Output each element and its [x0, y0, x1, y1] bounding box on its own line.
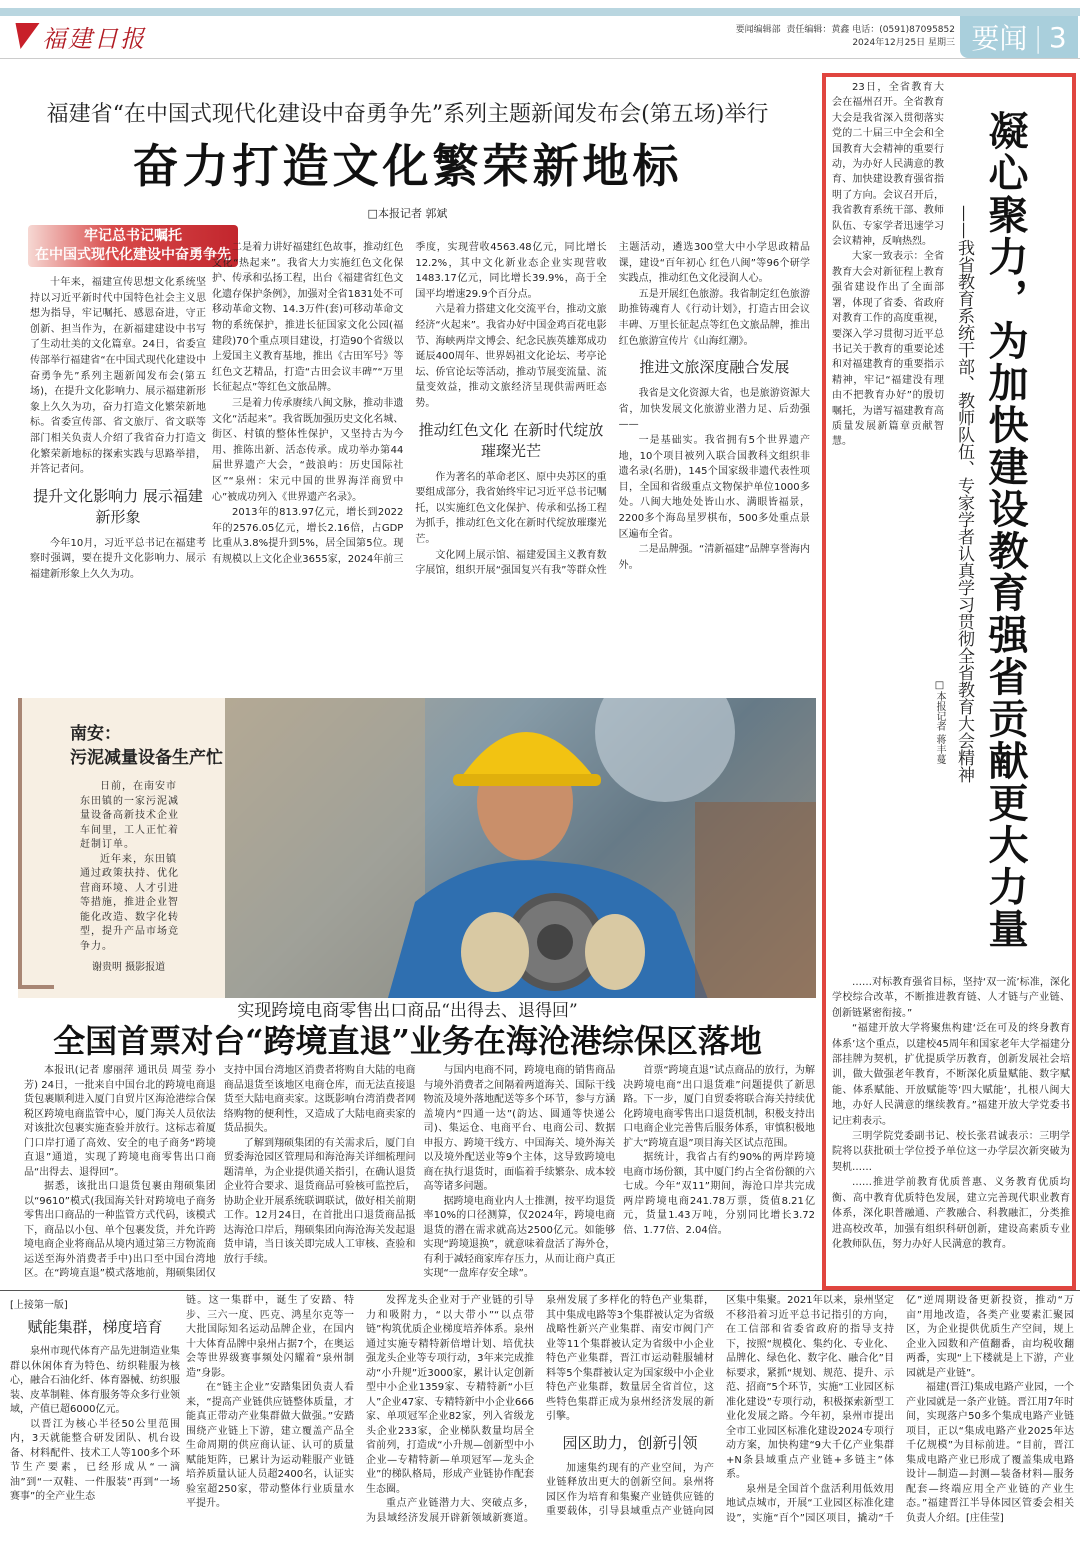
education-byline: □本报记者 蒋丰蔓 [934, 680, 945, 765]
section-divider [0, 1290, 1080, 1291]
frame-accent [18, 985, 54, 989]
frame-accent [18, 698, 22, 988]
paragraph: 文化网上展示馆、福建爱国主义教育数字展馆，组织开展“强国复兴有我”等群众性主题活动，遴选300堂大中小学思政精品课，建设“百年初心 红色八闽”等96个研学实践点，推动红色文化浸润人心。 [415, 242, 810, 577]
photo-credit: 谢贵明 摄影报道 [92, 962, 166, 973]
paragraph: 据跨境电商业内人士推测，按平均退货率10%的口径测算，仅2024年，跨境电商退货的潜在需求就高达2500亿元。如能够实现“跨境退换”，就意味着盘活了海外仓，有利于减轻商家库存压力，从而让商户真正实现“一盘库存安全球”。 [423, 1195, 616, 1279]
lead-subheading: 提升文化影响力 展示福建新形象 [33, 486, 203, 526]
paragraph: 了解到翔硕集团的有关需求后，厦门自贸委海沧园区管理局和海沧海关详细梳理问题清单，为企业提供通关指引，在确认退货企业符合要求、退货商品可验核可监控后，协助企业开展系统联调联试，做好相关前期工作。12月24日，在首批出口退货商品抵达海沧口岸后，翔硕集团向海沧海关发起退货申请，当日该关即完成人工审核、查验和放行手续。 [223, 1137, 416, 1265]
paragraph: 链。这一集群中，诞生了安踏、特步、三六一度、匹克、鸿星尔克等一大批国际知名运动品牌企业，在国内十大体育品牌中泉州占据7个，在奥运会等世界级赛事频处闪耀着“泉州制造”身影。 [186, 1295, 354, 1379]
paragraph: 今年10月，习近平总书记在福建考察时强调，要在提升文化影响力、展示福建新形象上久久为功。 [30, 537, 206, 580]
quanzhou-columns [186, 1294, 1074, 1542]
crossborder-headline: 全国首票对台“跨境直退”业务在海沧港综保区落地 [53, 1022, 762, 1060]
quanzhou-subheading: 园区助力，创新引领 [562, 1433, 698, 1452]
editor-info [736, 24, 955, 50]
paragraph: 与国内电商不同，跨境电商的销售商品与境外消费者之间隔着两道海关、国际干线物流及境外落地配送等多个环节，参与方涵盖境内“四通一达”(韵达、圆通等快递公司)、集运仓、电商平台、电商公司、数据申报方、跨境干线方、中国海关、境外海关以及境外配送业等9个主体，这导致跨境电商在执行退货时，面临着手续繁杂、成本较高等诸多问题。 [423, 1065, 616, 1192]
paragraph: 泉州市现代体育产品先进制造业集群以休闲体育为特色、纺织鞋服为核心，融合石油化纤、体育器械、纺织服装、皮革制鞋、体育服务等众多行业领域，产值已超6000亿元。 [10, 1346, 180, 1415]
paragraph: 23日，全省教育大会在福州召开。全省教育大会是我省深入贯彻落实党的二十届三中全会和全国教育大会精神的重要行动，为办好人民满意的教育、加快建设教育强省指明了方向。会议召开后，我省教育系统干部、教师队伍、专家学者迅速学习会议精神，反响热烈。 [832, 82, 944, 248]
paragraph: 大家一致表示：全省教育大会对新征程上教育强省建设作出了全面部署，体现了省委、省政府对教育工作的高度重视，要深入学习贯彻习近平总书记关于教育的重要论述和对福建教育的重要指示精神，牢记“福建没有理由不把教育办好”的殷切嘱托，为谱写福建教育高质量发展新篇章贡献智慧。 [832, 251, 944, 448]
continued-label: [上接第一版] [10, 1300, 68, 1311]
paragraph: 一是基础实。我省拥有5个世界遗产地，10个项目被列入联合国教科文组织非遗名录(名册)，145个国家级非遗代表性项目，全国和省级重点文物保护单位1000多处。八闽大地处处皆山水、满眼皆福景，2200多个海岛星罗棋布，500多处重点景区遍布全省。 [618, 434, 810, 540]
paragraph: 本报讯(记者 廖丽萍 通讯员 周莹 券小芳) 24日，一批来自中国台北的跨境电商退货包裹顺利进入厦门自贸片区海沧港综合保税区跨境电商监管中心，厦门海关人员依法对该批次包裹实施查验并放行。这标志着厦门口岸打通了高效、安全的电子商务“跨境直退”通道，实现了跨境电商零售出口商品“出得去、退得回”。 [24, 1065, 216, 1178]
worker-photo [225, 698, 816, 998]
paragraph: ……推进学前教育优质普惠、义务教育优质均衡、高中教育优质特色发展，建立完善现代职业教育体系，深化职普融通、产教融合、科教融汇，分类推进高校改革，加强有组织科研创新，建设高素质专业化教师队伍，努力办好人民满意的教育。 [832, 1177, 1070, 1250]
paragraph: 发挥龙头企业对于产业链的引导力和吸附力，“以大带小”“以点带链”构筑优质企业梯度培养体系。泉州通过实施专精特新倍增计划、培优扶强龙头企业等专项行动，3年来完成推动“小升规”近3000家，累计认定创新型中小企业1359家、专精特新“小巨人”企业47家、专精特新中小企业666家、单项冠军企业82家，列入省级龙头企业233家，企业梯队数量均居全省前列，打造成“小升规—创新型中小企业—专精特新—单项冠军—龙头企业”的梯队格局，形成产业链协作配套生态圈。 [366, 1295, 534, 1495]
photo-title-line: 南安： [70, 724, 121, 744]
paragraph: 加速集约现有的产业空间，为产业链释放出更大的创新空间。泉州将园区作为培育和集聚产业链供应链的重要载体，引导县域重点产业链向园区集中集聚。2021年以来，泉州坚定不移沿着习近平总书记指引的方向，在工信部和省委省政府的指导支持下，按照“规模化、集约化、专业化、品牌化、绿色化、数字化、融合化”目标要求，紧抓“规划、规范、提升、示范、招商”5个环节，实施“工业园区标准化建设”专项行动，积极探索新型工业化发展之路。今年初，泉州市提出全市工业园区标准化建设2024专项行动方案，加快构建“9大千亿产业集群+N条县域重点产业链+多链主”体系。 [546, 1295, 894, 1517]
banner-line: 在中国式现代化建设中奋勇争先 [35, 247, 231, 263]
photo-title [70, 722, 223, 770]
education-headline: 凝心聚力，为加快建设教育强省贡献更大力量 [982, 110, 1029, 950]
photo-title-line: 污泥减量设备生产忙 [70, 748, 223, 768]
newspaper-logo [12, 18, 146, 54]
lead-subheading: 推动红色文化 在新时代绽放璀璨光芒 [418, 420, 604, 460]
quanzhou-column-1 [10, 1345, 180, 1542]
paragraph: 三是着力传承赓续八闽文脉，推动非遗文化“活起来”。我省既加强历史文化名城、街区、村镇的整体性保护，又坚持古为今用、推陈出新、活态传承。成功举办第44届世界遗产大会，“鼓浪屿：历史国际社区”“泉州：宋元中国的世界海洋商贸中心”被成功列入《世界遗产名录》。 [212, 397, 404, 503]
paragraph: 在“链主企业”安踏集团负责人看来，“提高产业链供应链整体质量，才能真正带动产业集群做大做强。”安踏围绕产业链上下游，建立覆盖产品全生命周期的供应商认证、认可的质量赋能矩阵，已累计为运动鞋服产业链培养质量认证人员超2400名，认证实验室超250家，带动整体行业质量水平提升。 [186, 1382, 354, 1509]
lead-banner [28, 225, 238, 267]
quanzhou-subheading: 赋能集群，梯度培育 [27, 1318, 163, 1336]
lead-columns [212, 240, 810, 690]
paragraph: 作为著名的革命老区、原中央苏区的重要组成部分，我省始终牢记习近平总书记嘱托，以实施红色文化保护、传承和弘扬工程为抓手，推动红色文化在新时代绽放璀璨光芒。 [415, 471, 607, 545]
lead-byline: □本报记者 郭斌 [367, 207, 448, 220]
section-name: 要闻 [971, 22, 1028, 55]
paragraph: 我省是文化资源大省，也是旅游资源大省，加快发展文化旅游业潜力足、后劲强—— [618, 388, 810, 431]
issue-date: 2024年12月25日 星期三 [852, 38, 955, 48]
paragraph: 据统计，我省占有约90%的两岸跨境电商市场份额，其中厦门约占全省份额的六七成。今年“双11”期间，海沧口岸共完成两岸跨境电商241.78万票，货值8.21亿元，货量1.43万吨，分别同比增长3.72倍、1.77倍、2.04倍。 [623, 1152, 815, 1236]
logo-mark-icon [9, 23, 40, 49]
education-wide-text [832, 975, 1070, 1283]
paragraph: 二是着力讲好福建红色故事，推动红色文化“热起来”。我省大力实施红色文化保护、传承和弘扬工程，出台《福建省红色文化遗存保护条例》，加强对全省1831处不可移动革命文物、14.3万件(套)可移动革命文物的系统保护，推进长征国家文化公园(福建段)70个重点项目建设，打造90个省级以上爱国主义教育基地，推出《古田军号》等红色文艺精品，打造“古田会议丰碑”“万里长征起点”等红色文旅品牌。 [212, 242, 404, 394]
lead-subheading: 推进文旅深度融合发展 [639, 358, 790, 377]
caption-paragraph: 近年来，东田镇通过政策扶持、优化营商环境、人才引进等措施，推进企业智能化改造、数字化转型，提升产品市场竞争力。 [80, 853, 179, 952]
page-number: 3 [1048, 20, 1067, 54]
lead-kicker: 福建省“在中国式现代化建设中奋勇争先”系列主题新闻发布会(第五场)举行 [46, 102, 769, 127]
paragraph: “福建开放大学将聚焦构建‘泛在可及的终身教育体系’这个重点，以建校45周年和国家老年大学福建分部挂牌为契机，扩优提质学历教育，创新发展社会培训，做大做强老年教育，不断深化质量赋能、数字赋能、体系赋能、开放赋能等‘四大赋能’，扎根八闽大地，办好人民满意的继续教育。”福建开放大学党委书记庄莉表示。 [832, 1023, 1070, 1127]
paragraph: 泉州是全国首个盘活利用低效用地试点城市，开展“工业园区标准化建设”，实施“百个”园区项目，撬动“千亿”逆周期设备更新投资，推动“万亩”用地改造，各类产业要素汇聚园区，为企业提供优质生产空间，规上企业入园数和产值翻番，亩均税收翻两番，实现“上下楼就是上下游，产业园就是产业链”。 [726, 1295, 1074, 1524]
masthead-band [0, 8, 1080, 16]
department: 要闻编辑部 [735, 25, 781, 35]
logo-text: 福建日报 [42, 24, 146, 53]
lead-headline: 奋力打造文化繁荣新地标 [132, 139, 683, 193]
education-subheadline: ——我省教育系统干部、教师队伍、专家学者认真学习贯彻全省教育大会精神 [954, 205, 974, 783]
crossborder-kicker: 实现跨境电商零售出口商品“出得去、退得回” [237, 1001, 578, 1021]
paragraph: 据悉，该批出口退货包裹由翔硕集团以“9610”模式(我国海关针对跨境电子商务零售出口商品的一种监管方式代码，该模式下，商品以小包、单个包裹发货，并允许跨境电商企业将商品从境内通过第三方物流商运送至海外消费者手中)出口至中国台湾地区。在“跨境直退”模式落地前，翔硕集团仅支持中国台湾地区消费者将购自大陆的电商商品退货至该地区电商仓库，而无法直接退货至大陆电商卖家。这既影响台湾消费者网络购物的便利性，又造成了大陆电商卖家的货品损失。 [24, 1065, 416, 1279]
crossborder-body [24, 1064, 815, 1288]
paragraph: 以晋江为核心半径50公里范围内，3天就能整合研发团队、机台设备、材料配件、技术工人等100多个环节生产要素，已经形成从“一滴油”到“一双鞋、一件服装”再到“一场赛事”的全产业生态 [10, 1418, 180, 1502]
lead-column-1 [30, 275, 206, 690]
header-divider [0, 58, 1080, 59]
paragraph: 三明学院党委副书记、校长张君诚表示：三明学院将以获批硕士学位授予单位这一办学层次新突破为契机…… [832, 1131, 1070, 1173]
paragraph: 六是着力搭建文化交流平台，推动文旅经济“火起来”。我省办好中国金鸡百花电影节、海峡两岸文博会、纪念民族英雄郑成功诞辰400周年、世界妈祖文化论坛、考亭论坛、侨官论坛等活动，推动节展变流量、流量变效益，推动文旅经济呈现供需两旺态势。 [415, 304, 607, 409]
tab-separator: | [1033, 20, 1043, 54]
caption-paragraph: 日前，在南安市东田镇的一家污泥减量设备高新技术企业车间里，工人正忙着赶制订单。 [80, 781, 179, 850]
paragraph: 十年来，福建宣传思想文化系统坚持以习近平新时代中国特色社会主义思想为指导，牢记嘱托、感恩奋进，守正创新、担当作为，在新福建建设中书写了生动壮美的文化篇章。24日，省委宣传部举行福建省“在中国式现代化建设中奋勇争先”系列主题新闻发布会(第五场)，在提升文化影响力、展示福建新形象上久久为功，奋力打造文化繁荣新地标。省委宣传部、省文旅厅、省文联等部门相关负责人介绍了我省奋力打造文化繁荣新地标的探索实践与思路举措，并答记者问。 [30, 277, 206, 476]
paragraph: ……对标教育强省目标，坚持‘双一流’标准，深化学校综合改革，不断推进教育链、人才链与产业链、创新链紧密衔接。” [832, 977, 1070, 1019]
paragraph: 五是开展红色旅游。我省制定红色旅游助推铸魂育人《行动计划》，打造古田会议丰碑、万里长征起点等红色文旅品牌，推出红色旅游宣传片《山海红潮》。 [618, 288, 810, 347]
paragraph: 重点产业链潜力大、突破点多，为县域经济发展开辟新领域新赛道。泉州发展了多样化的特色产业集群，其中集成电路等3个集群被认定为省级战略性新兴产业集群、南安市阀门产业等11个集群被认定为省级中小企业特色产业集群，晋江市运动鞋服辅材料等5个集群被认定为国家级中小企业特色产业集群，数量居全省首位，这些特色集群正成为泉州经济发展的新引擎。 [366, 1295, 714, 1524]
editor: 责任编辑：黄鑫 [786, 25, 850, 35]
education-column [832, 80, 944, 975]
banner-line: 牢记总书记嘱托 [84, 228, 182, 244]
paragraph: 2013年的813.97亿元，增长到2022年的2576.05亿元，增长2.16倍，占GDP比重从3.8%提升到5%，居全国第5位。现有规模以上文化企业3655家，2024年前三季度，实现营收4563.48亿元，同比增长12.2%，其中文化新业态企业实现营收1483.17亿元，同比增长39.9%，高于全国平均增速29.9个百分点。 [212, 242, 607, 565]
paragraph: 二是品牌强。“清新福建”品牌享誉海内外。 [618, 544, 810, 571]
section-tab [960, 16, 1078, 58]
photo-caption [80, 780, 182, 954]
phone: 电话：(0591)87095852 [852, 25, 955, 35]
paragraph: 福建(晋江)集成电路产业园，一个产业园就是一条产业链。晋江用7年时间，实现落户50多个集成电路产业链项目，正以“集成电路产业2025年达千亿规模”为目标前进。“目前，晋江集成电路产业已形成了覆盖集成电路设计—制造—封测—装备材料—服务配套—终端应用全产业链的产业生态。”福建晋江半导体园区管委会相关负责人介绍。[庄佳莹] [906, 1382, 1074, 1524]
paragraph: 首票“跨境直退”试点商品的放行，为解决跨境电商“出口退货难”问题提供了新思路。下一步，厦门自贸委将联合海关持续优化跨境电商零售出口退货机制，积极支持出口电商企业完善售后服务体系，审慎积极地扩大“跨境直退”项目海关区试点范围。 [623, 1065, 815, 1149]
worker-illustration [225, 698, 816, 998]
